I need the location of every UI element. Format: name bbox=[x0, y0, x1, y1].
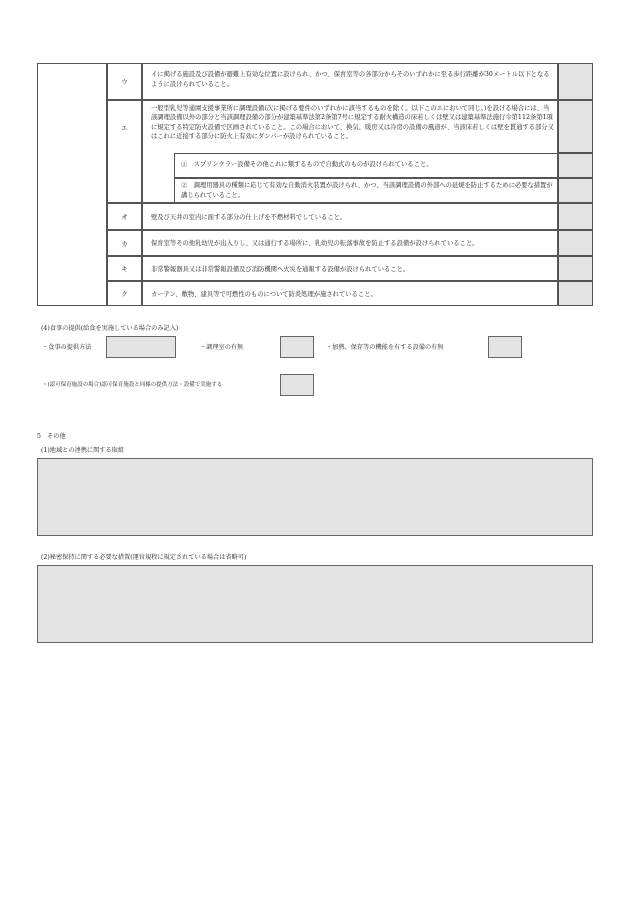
row-code-ka: カ bbox=[107, 230, 142, 256]
kitchen-input[interactable] bbox=[280, 336, 314, 358]
licensed-input[interactable] bbox=[280, 374, 314, 396]
subrow-1-number: ① bbox=[181, 161, 188, 168]
row-check-ku[interactable] bbox=[558, 281, 593, 306]
row-code-ku: ク bbox=[107, 281, 142, 306]
row-text-ka: 保育室等その他乳幼児が出入りし、又は通行する場所に、乳幼児の転落事故を防止する設備が設けられていること。 bbox=[142, 230, 558, 256]
subrow-2-number: ② bbox=[181, 182, 188, 189]
table-category-column bbox=[37, 63, 107, 306]
row-check-e[interactable] bbox=[558, 100, 593, 153]
confidential-textarea[interactable] bbox=[37, 565, 593, 643]
subrow-2 bbox=[174, 178, 558, 203]
row-check-ka[interactable] bbox=[558, 230, 593, 256]
row-code-e: エ bbox=[107, 100, 142, 203]
row-code-u: ウ bbox=[107, 63, 142, 100]
subrow-2-check[interactable] bbox=[558, 178, 593, 203]
row-code-o: オ bbox=[107, 203, 142, 230]
row-text-ki: 非常警報器具又は非常警報設備及び消防機関へ火災を通報する設備が設けられていること。 bbox=[142, 256, 558, 281]
row-text-ku: カーテン、敷物、建具等で可燃性のものについて防炎処理が施されていること。 bbox=[142, 281, 558, 306]
row-check-ki[interactable] bbox=[558, 256, 593, 281]
row-text-o: 壁及び天井の室内に面する部分の仕上げを不燃材料でしていること。 bbox=[142, 203, 558, 230]
community-heading: (1)地域との連携に関する取組 bbox=[41, 447, 125, 454]
community-textarea[interactable] bbox=[37, 458, 593, 536]
heating-label: ・加熱、保存等の機能を有する設備の有無 bbox=[326, 344, 444, 351]
subrow-1 bbox=[174, 153, 558, 178]
licensed-label: ・(認可保育施設の場合)認可保育施設と同様の提供方法・設備で実施する bbox=[42, 382, 223, 388]
subrow-1-text: スプリンクラー設備その他これに類するもので自動式のものが設けられていること。 bbox=[193, 161, 433, 168]
meal-method-label: ・食事の提供方法 bbox=[42, 344, 92, 351]
meal-method-input[interactable] bbox=[106, 336, 176, 358]
heating-input[interactable] bbox=[488, 336, 522, 358]
confidential-heading: (2)秘密保持に関する必要な措置(運営規程に規定されている場合は省略可) bbox=[41, 554, 247, 561]
kitchen-label: ・調理室の有無 bbox=[200, 344, 244, 351]
row-code-ki: キ bbox=[107, 256, 142, 281]
row-text-e: 一般型乳児等通園支援事業所に調理設備(次に掲げる要件のいずれかに該当するものを除く。以下このエにおいて同じ。)を設ける場合には、当該調理設備以外の部分と当該調理設備の部分が建築基準法第2条第7号に規定する耐火構造の床若しくは壁又は建築基準法施行令第112条第1項に規定する特定防火設備で区画されていること。この場合において、換気、暖房又は冷房の設備の風道が、当該床若しくは壁を貫通する部分又はこれに近接する部分に防火上有効にダンパーが設けられていること。 bbox=[142, 100, 558, 203]
row-text-u: イに掲げる施設及び設備が避難上有効な位置に設けられ、かつ、保育室等の各部分からそのいずれかに至る歩行距離が30メートル以下となるように設けられていること。 bbox=[142, 63, 558, 100]
row-check-u[interactable] bbox=[558, 63, 593, 100]
subrow-2-text: 調理用器具の種類に応じて有効な自動消火装置が設けられ、かつ、当該調理設備の外部への延焼を防止するために必要な措置が講じられていること。 bbox=[181, 182, 553, 199]
row-check-o[interactable] bbox=[558, 203, 593, 230]
meal-heading: (4)食事の提供(給食を実施している場合のみ記入) bbox=[41, 325, 179, 332]
subrow-1-check[interactable] bbox=[558, 153, 593, 178]
other-heading: 5 その他 bbox=[37, 433, 66, 440]
